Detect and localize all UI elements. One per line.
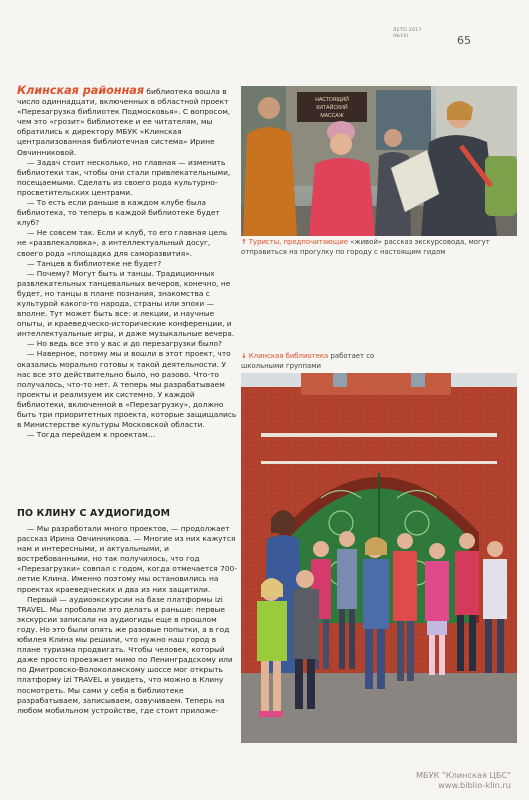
paragraph: — Танцев в библиотеке не будет? xyxy=(27,258,162,268)
paragraph: — Но ведь все это у вас и до перезагрузки было? xyxy=(27,339,222,349)
section-heading: ПО КЛИНУ С АУДИОГИДОМ xyxy=(17,508,171,519)
sign-text-line2: КИТАЙСКИЙ xyxy=(316,105,348,111)
paragraph: Первый — аудиоэкскурсии на базе платформы izi TRAVEL. Мы пробовали это делать и раньше: первые экскурсии записали на аудиогиды еще в прошлом году. Но это были опять же разовые попытки, а в год юбилея Клина мы решили, что нужно наш город в плане туризма продвигать. Чтобы человек, который даже просто проезжает мимо по Ленинградскому или по Дмитровско-Волоколамскому шоссе мог открыть платформу izi TRAVEL и увидеть, что можно в Клину посмотреть. Мы сами у себя в библиотеке разрабатываем, записываем, озвучиваем. Теперь на любом мобильном устройстве, где стоит приложе- xyxy=(17,594,233,715)
page-number: 65 xyxy=(457,34,471,47)
caption-highlight: Клинская библиотека xyxy=(248,352,329,360)
arrow-up-icon: ↑ xyxy=(241,238,247,246)
article-body xyxy=(17,86,238,440)
caption-library xyxy=(241,352,391,371)
article-body-continued xyxy=(17,524,238,716)
issue-label xyxy=(393,28,422,39)
issue-number: (№16) xyxy=(393,33,409,39)
photo-library-school-group xyxy=(241,373,517,743)
footer-url[interactable]: www.biblio-klin.ru xyxy=(438,780,511,790)
paragraph: — Не совсем так. Если и клуб, то его главная цель не «развлекаловка», а интеллектуальный досуг, своего рода «площадка для саморазвития». xyxy=(17,228,228,258)
photo-tourists-with-guide xyxy=(241,86,517,236)
paragraph: — Почему? Могут быть и танцы. Традиционных развлекательных танцевальных вечеров, конечно, не будет, но танцы в плане познания, знакомства с культурой какого-то народа, страны или эпохи — вполне. Тут может быть все: и лекции, и научные опыты, и краеведческо-исторические конференции, и интеллектуальные игры, и даже музыкальные вечера. xyxy=(17,268,235,339)
sign-text-line1: НАСТОЯЩИЙ xyxy=(315,97,349,103)
paragraph: — То есть если раньше в каждом клубе была библиотека, то теперь в каждой библиотеке будет клуб? xyxy=(17,198,220,228)
sign-text-line3: МАССАЖ xyxy=(320,113,344,119)
photo-library-image xyxy=(241,373,517,743)
caption-highlight: Туристы, предпочитающие xyxy=(248,238,348,246)
issue-season: ЛЕТО 2017 xyxy=(393,28,422,33)
caption-text: работает со школьными группами xyxy=(241,352,375,370)
caption-text: «живой» рассказ экскурсовода, могут отправиться на прогулку по городу с настоящим гидом xyxy=(241,238,490,256)
paragraph: — Тогда перейдем к проектам… xyxy=(27,430,156,440)
photo-tourists-image xyxy=(241,86,517,236)
paragraph: — Наверное, потому мы и вошли в этот проект, что оказались морально готовы к такой деятельности. У нас все это действительно было, но разово. Что-то получалось, что-то нет. А теперь мы разрабатываем проекты и реализуем их системно. У каждой библиотеки, включенной в «Перезагрузку», должно быть три приоритетных проекта, которые защищались в Министерстве культуры Московской области. xyxy=(17,349,237,430)
lead-paragraph xyxy=(17,86,238,158)
arrow-down-icon: ↓ xyxy=(241,352,247,360)
lead-phrase: Клинская районная xyxy=(17,84,145,97)
paragraph: — Мы разработали много проектов, — продолжает рассказ Ирина Овчинникова. — Многие из них кажутся нам и интересными, и актуальными, и востребованными, но так получилось, что год «Перезагрузки» совпал с годом, когда отмечается 700-летие Клина. Именно поэтому мы остановились на проектах краеведческих и два из них защитили. xyxy=(17,524,238,594)
caption-tourists xyxy=(241,238,511,257)
footer-org: МБУК "Клинская ЦБС" xyxy=(415,770,511,780)
footer-watermark xyxy=(416,770,511,790)
lead-text: библиотека вошла в число одиннадцати, включенных в областной проект «Перезагрузка библиотек Подмосковья». С вопросом, чем это «грозит» библиотеке и ее читателям, мы обратились к директору МБУК «Клинская централизованная библиотечная система» Ирине Овчинниковой. xyxy=(17,87,231,157)
paragraph: — Задач стоит несколько, но главная — изменить библиотеки так, чтобы они стали привлекательными, посещаемыми. Сделать из своего рода культурно-просветительских центрами. xyxy=(17,157,231,197)
